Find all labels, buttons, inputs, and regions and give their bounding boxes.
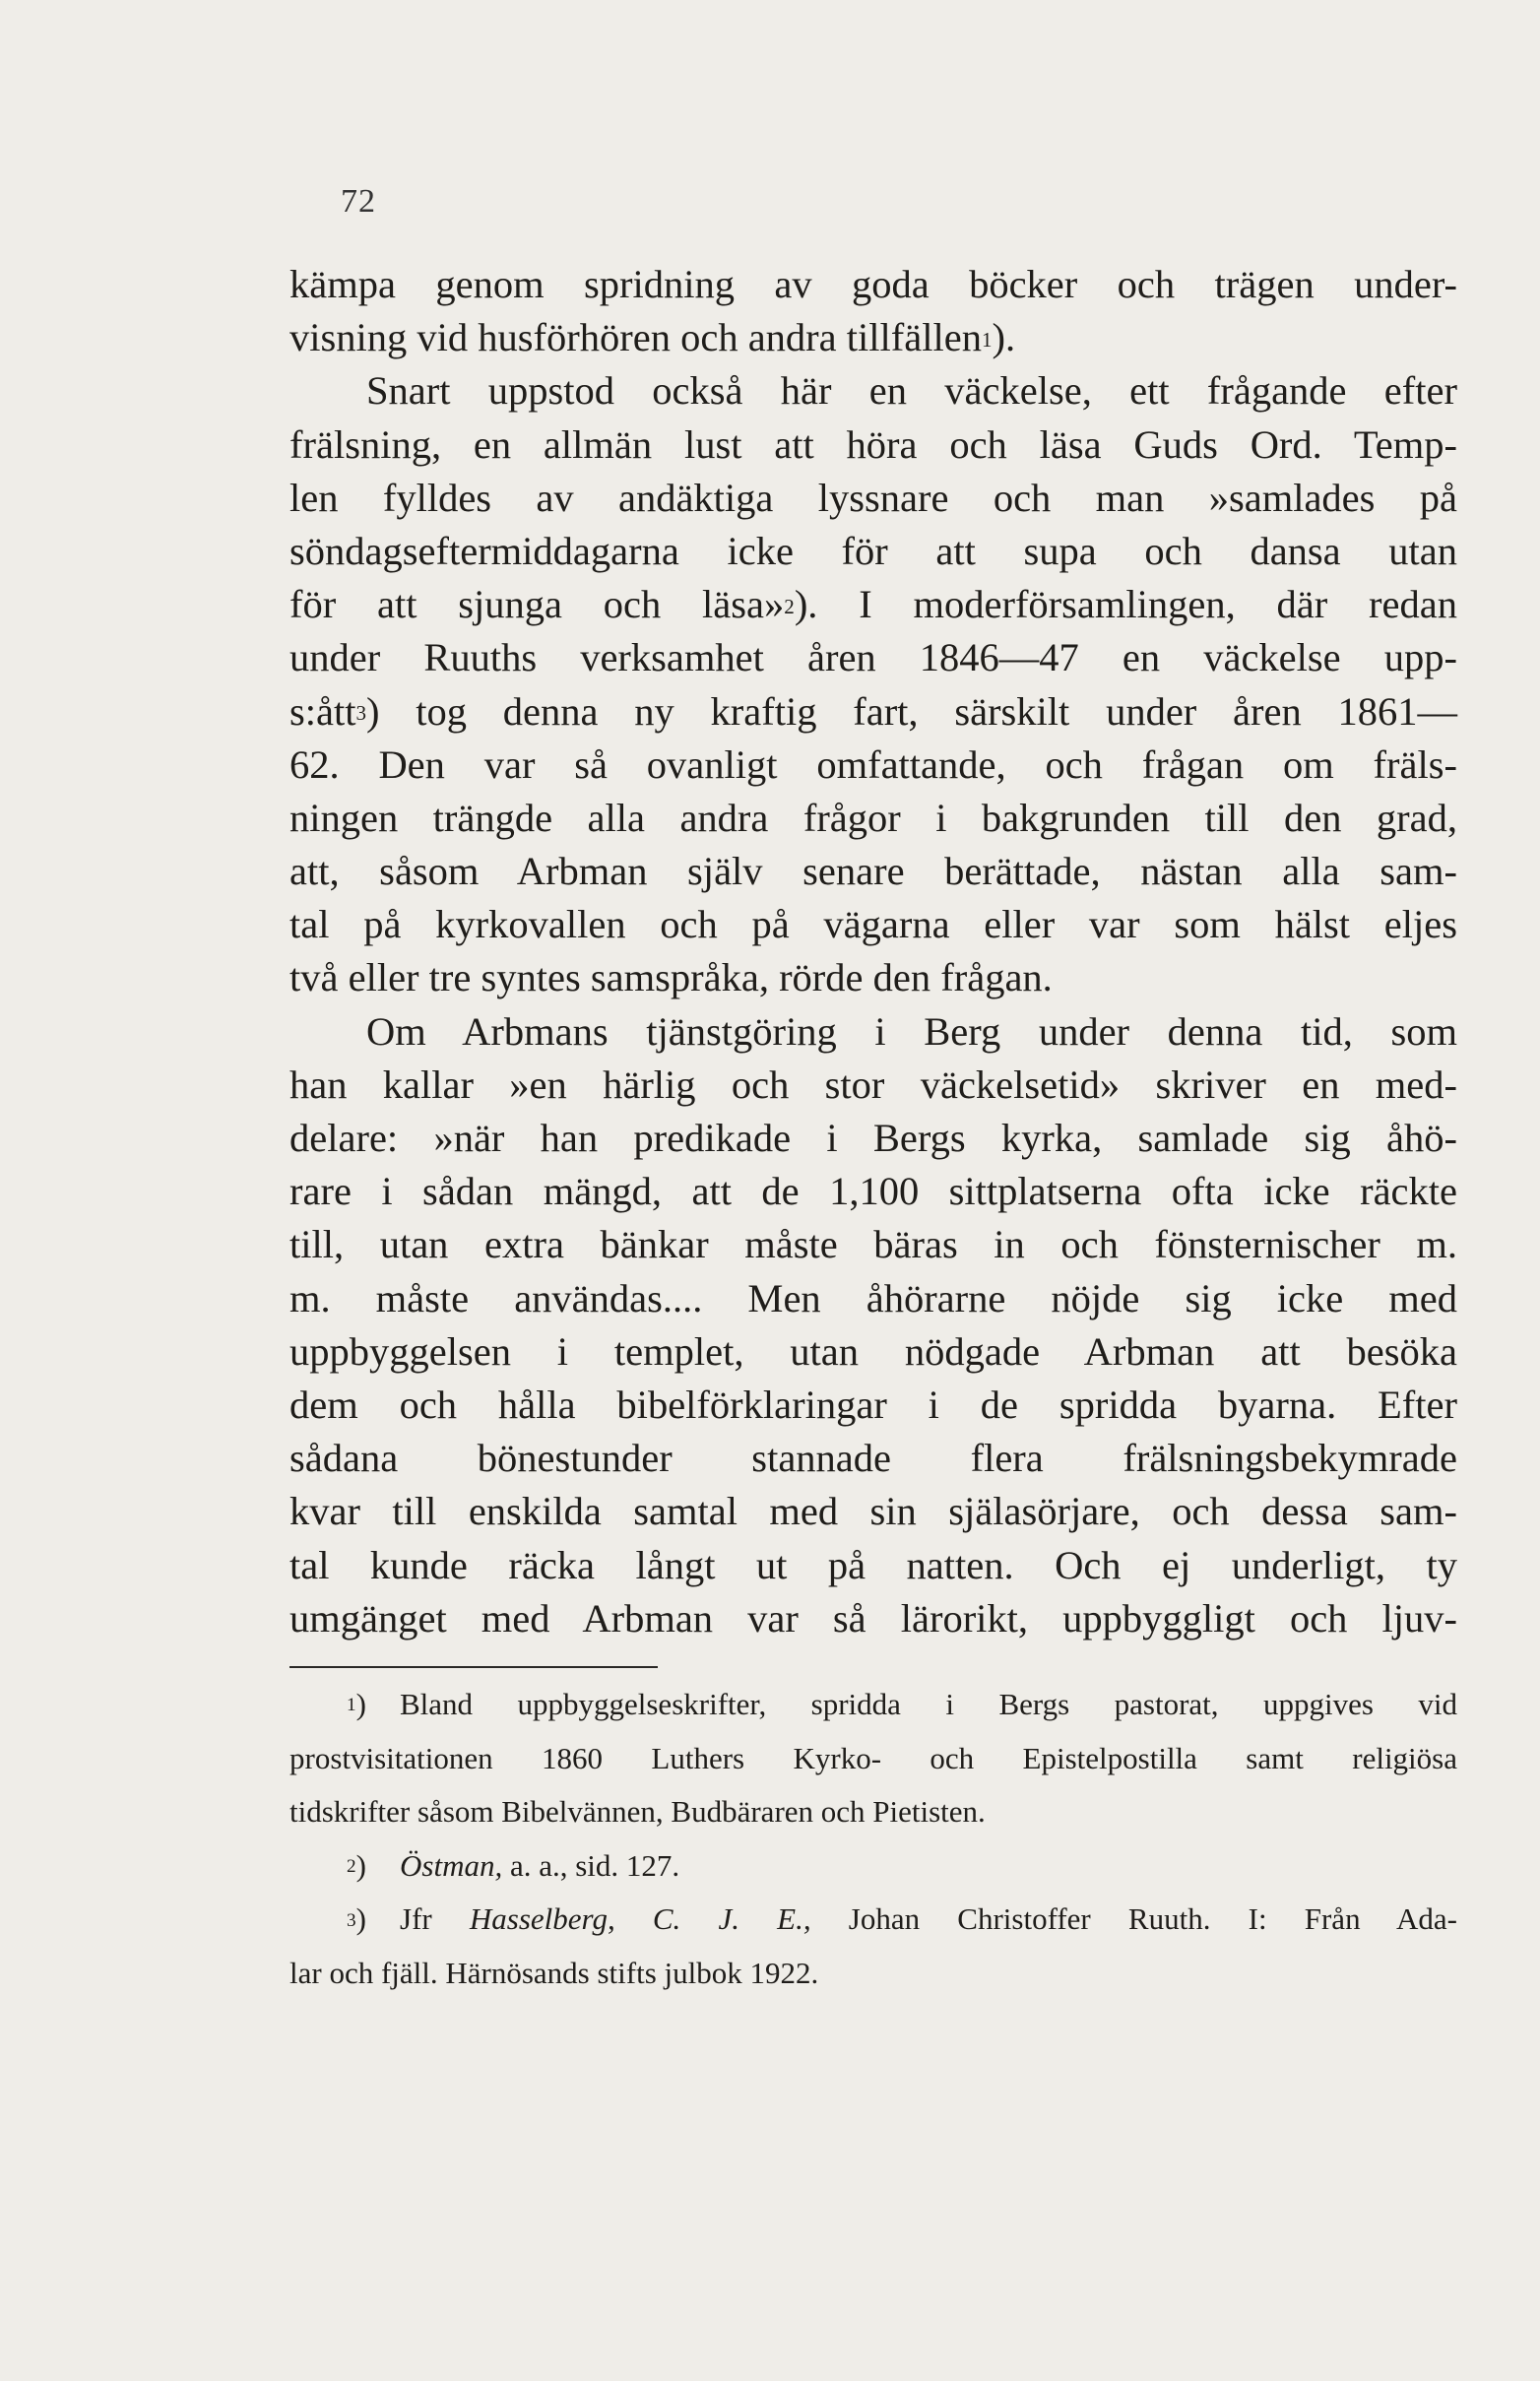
body-line: söndagseftermiddagarna icke för att supa och dansa utan xyxy=(289,528,1457,573)
body-line: tal kunde räcka långt ut på natten. Och ej underligt, ty xyxy=(289,1542,1457,1587)
footnote-3: $^3$) Jfr Hasselberg, C. J. E., Johan Christoffer Ruuth. I: Från Ada- xyxy=(289,1893,1457,1947)
body-line: kämpa genom spridning av goda böcker och trägen under- xyxy=(289,262,1457,306)
body-line: ningen trängde alla andra frågor i bakgrunden till den grad, xyxy=(289,795,1457,840)
footnote-1-mark: $^1$) xyxy=(347,1687,366,1721)
footnote-ref: 1 xyxy=(981,327,993,352)
body-line: två eller tre syntes samspråka, rörde den frågan. xyxy=(289,955,1053,1000)
footnote-3-line: lar och fjäll. Härnösands stifts julbok 1922. xyxy=(289,1955,819,1990)
footnote-3-author: Hasselberg, C. J. E., xyxy=(469,1901,811,1937)
body-line: m. måste användas.... Men åhörarne nöjde sig icke med xyxy=(289,1275,1457,1320)
page-number: 72 xyxy=(341,183,376,220)
body-line: under Ruuths verksamhet åren 1846—47 en väckelse upp- xyxy=(289,635,1457,680)
body-line: s:ått$^3$) tog denna ny kraftig fart, särskilt under åren 1861— xyxy=(289,688,1457,734)
footnote-1-line: $^1$) Bland uppbyggelseskrifter, spridda i Bergs pastorat, uppgives vid xyxy=(289,1678,1457,1732)
footnote-1-line: prostvisitationen 1860 Luthers Kyrko- och Epistelpostilla samt religiösa xyxy=(289,1740,1457,1775)
footnote-rule xyxy=(289,1666,658,1668)
body-line: delare: »när han predikade i Bergs kyrka, samlade sig åhö- xyxy=(289,1116,1457,1160)
body-line: han kallar »en härlig och stor väckelsetid» skriver en med- xyxy=(289,1062,1457,1107)
footnote-1-line: tidskrifter såsom Bibelvännen, Budbäraren och Pietisten. xyxy=(289,1794,986,1830)
body-line: len fylldes av andäktiga lyssnare och man »samlades på xyxy=(289,475,1457,520)
footnote-ref: 2 xyxy=(784,594,795,618)
footnote-2-author: Östman, xyxy=(400,1847,503,1883)
body-line: 62. Den var så ovanligt omfattande, och frågan om fräls- xyxy=(289,741,1457,787)
body-line: Om Arbmans tjänstgöring i Berg under denna tid, som xyxy=(366,1008,1457,1054)
body-line: kvar till enskilda samtal med sin själasörjare, och dessa sam- xyxy=(289,1489,1457,1534)
footnote-2-mark: $^2$) xyxy=(347,1847,366,1883)
body-line: för att sjunga och läsa»$^2$). I moderförsamlingen, där redan xyxy=(289,582,1457,627)
footnote-2: $^2$) Östman, a. a., sid. 127. xyxy=(289,1839,1457,1894)
body-line: att, såsom Arbman själv senare berättade, nästan alla sam- xyxy=(289,849,1457,894)
body-text xyxy=(289,258,1457,1645)
body-line: tal på kyrkovallen och på vägarna eller var som hälst eljes xyxy=(289,902,1457,947)
body-line: sådana bönestunder stannade flera frälsningsbekymrade xyxy=(289,1436,1457,1481)
body-line: visning vid husförhören och andra tillfällen$^1$). xyxy=(289,315,1016,360)
body-line: frälsning, en allmän lust att höra och läsa Guds Ord. Temp- xyxy=(289,421,1457,467)
body-line: Snart uppstod också här en väckelse, ett frågande efter xyxy=(366,368,1457,414)
body-line: uppbyggelsen i templet, utan nödgade Arbman att besöka xyxy=(289,1328,1457,1374)
footnotes xyxy=(289,1678,1457,2001)
body-line: dem och hålla bibelförklaringar i de spridda byarna. Efter xyxy=(289,1382,1457,1427)
footnote-ref: 3 xyxy=(355,701,367,726)
body-line: umgänget med Arbman var så lärorikt, uppbyggligt och ljuv- xyxy=(289,1595,1457,1641)
body-line: till, utan extra bänkar måste bäras in och fönsternischer m. xyxy=(289,1222,1457,1267)
footnote-3-mark: $^3$) xyxy=(347,1901,366,1937)
body-line: rare i sådan mängd, att de 1,100 sittplatserna ofta icke räckte xyxy=(289,1169,1457,1214)
